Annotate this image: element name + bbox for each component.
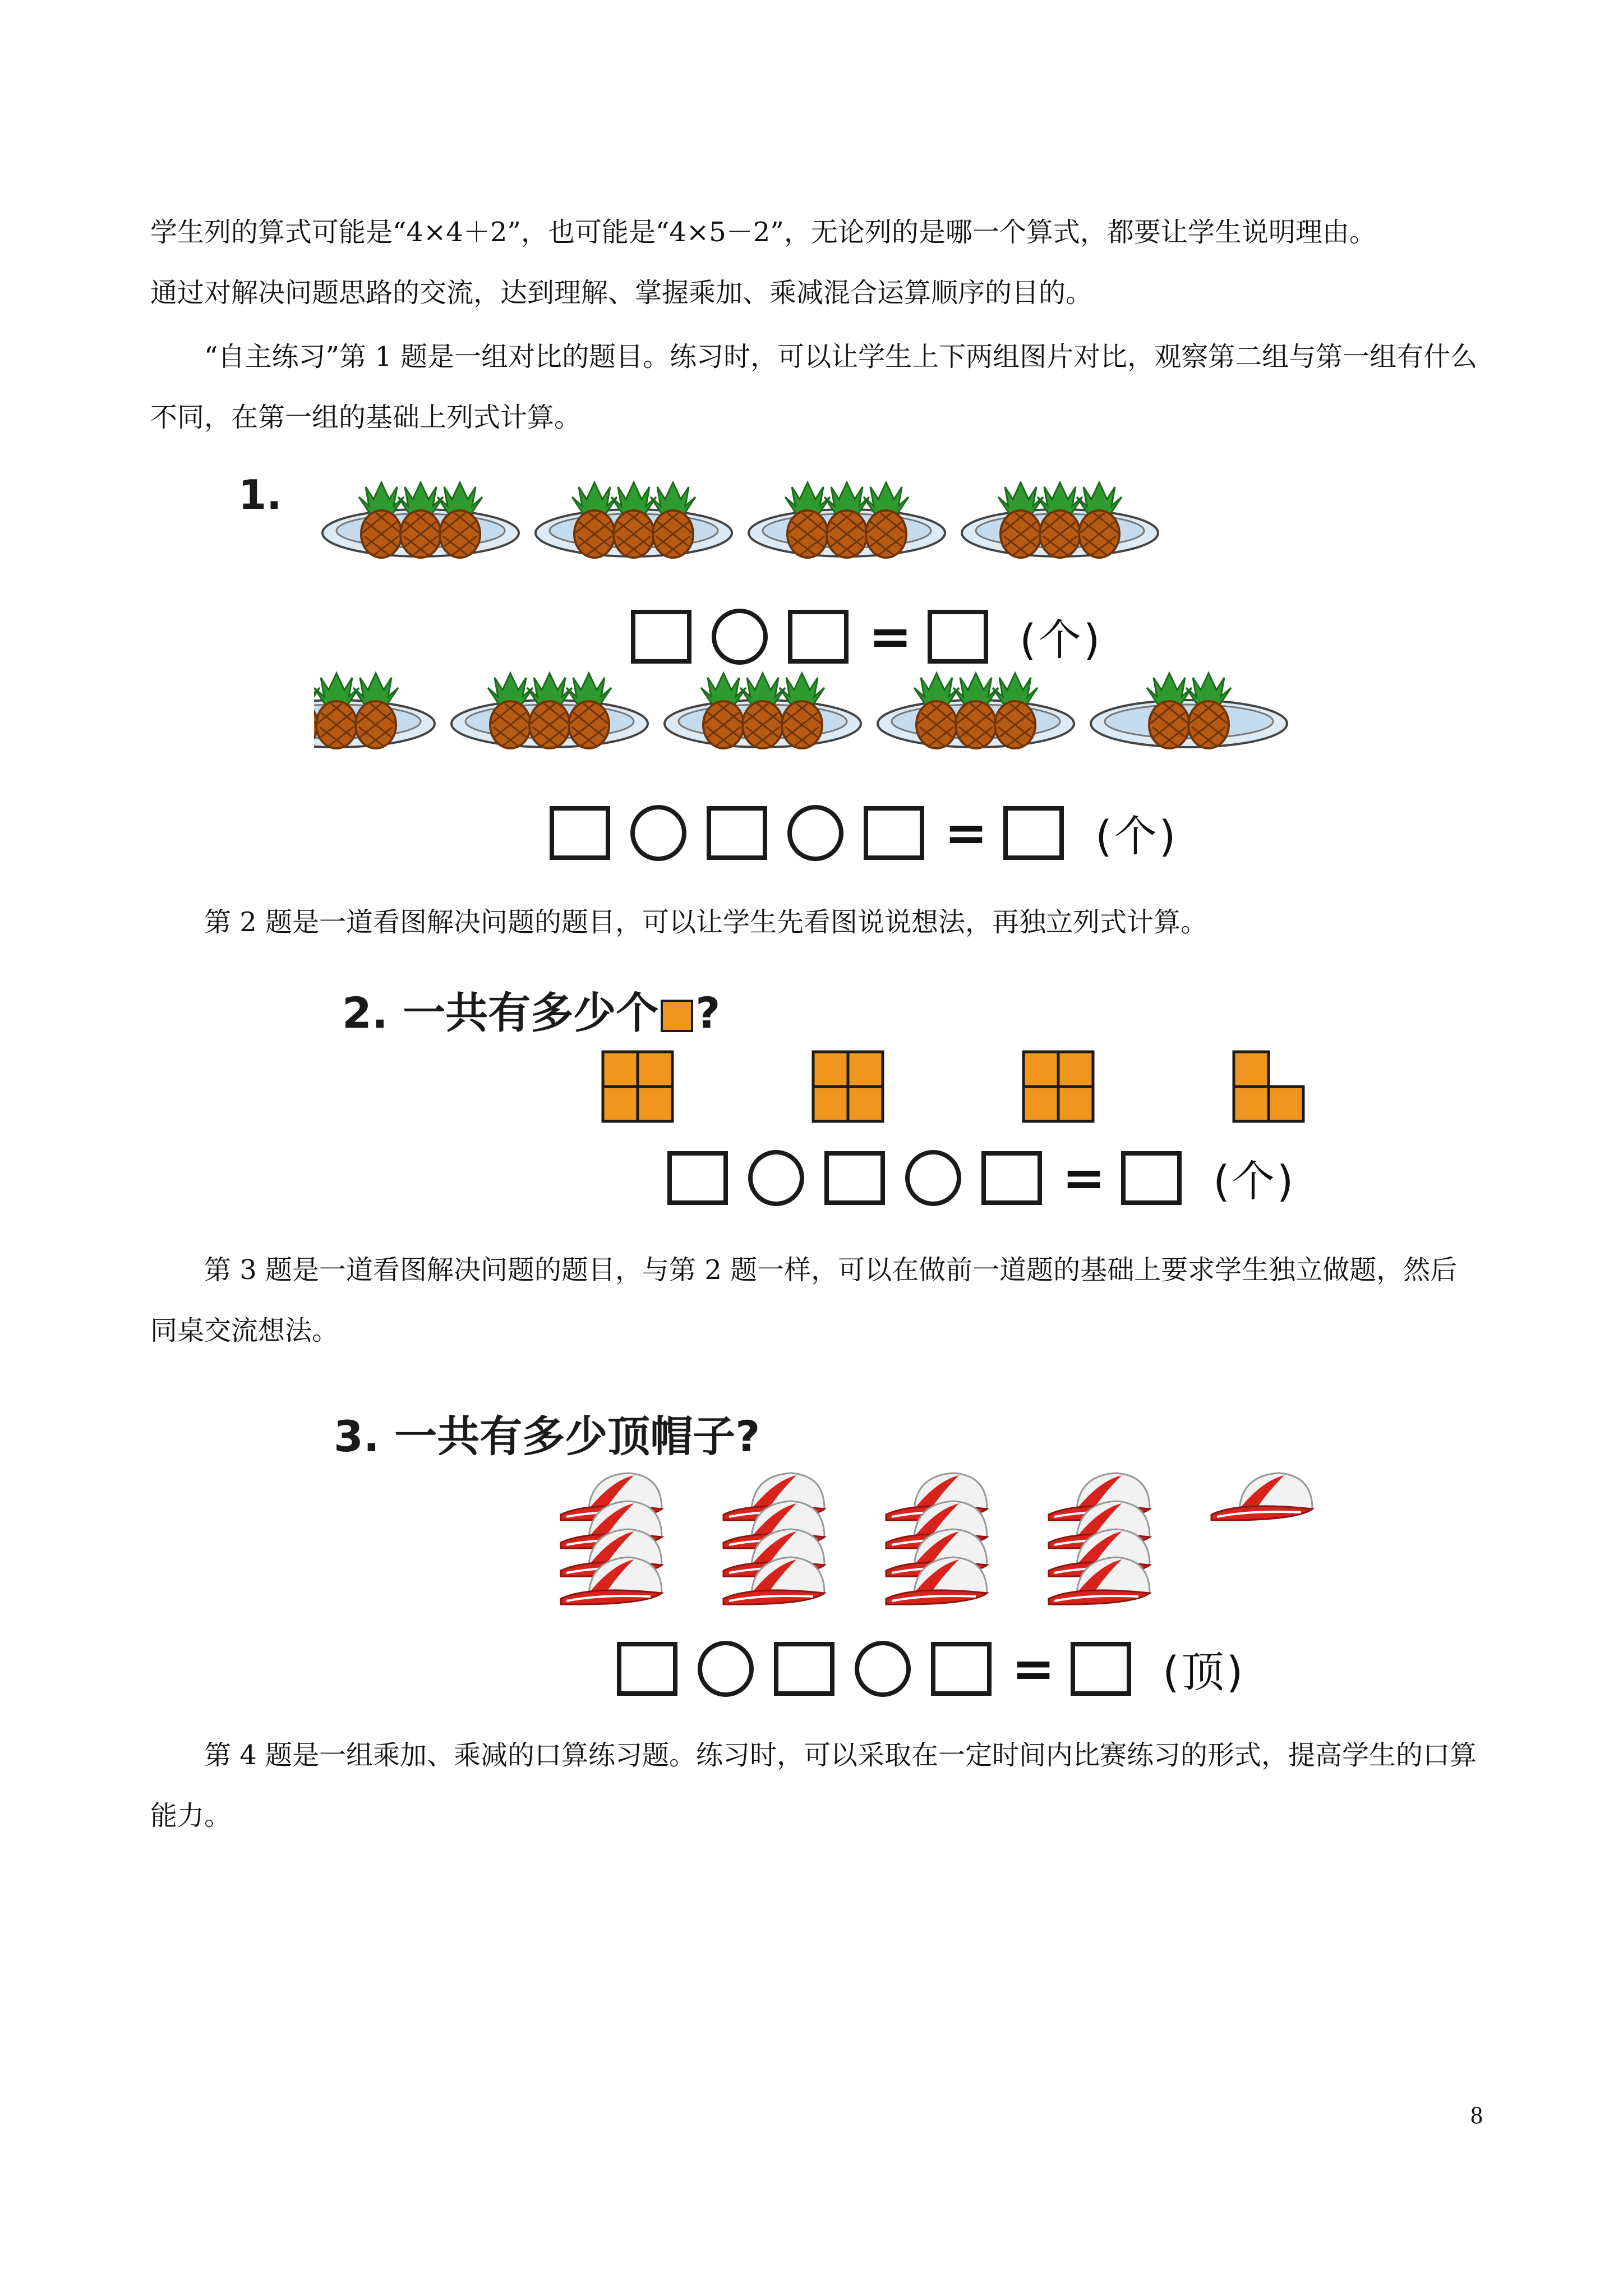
answer-box[interactable] <box>774 1642 834 1696</box>
answer-box[interactable] <box>707 806 767 860</box>
block-group <box>1023 1052 1093 1121</box>
block-group <box>1234 1052 1303 1121</box>
answer-box[interactable] <box>931 1642 992 1696</box>
operator-circle[interactable] <box>748 1150 804 1206</box>
block-group <box>813 1052 883 1121</box>
plate-row-1 <box>322 482 1158 558</box>
exercise-1-equation-2 <box>550 802 1178 863</box>
hat-stack <box>723 1473 824 1604</box>
paragraph-2-text: “自主练习”第 1 题是一组对比的题目。练习时，可以让学生上下两组图片对比，观察第二组与第一组有什么不同，在第一组的基础上列式计算。 <box>150 341 1478 433</box>
unit-label: (个) <box>1213 1156 1296 1206</box>
block-group <box>603 1052 672 1121</box>
equals-sign: = <box>1062 1147 1106 1208</box>
answer-box[interactable] <box>928 610 988 664</box>
page-number: 8 <box>1470 2101 1483 2129</box>
paragraph-4-text: 第 3 题是一道看图解决问题的题目，与第 2 题一样，可以在做前一道题的基础上要求学生独立做题，然后同桌交流想法。 <box>150 1254 1458 1346</box>
answer-box[interactable] <box>864 806 924 860</box>
paragraph-2 <box>150 326 1479 448</box>
answer-box[interactable] <box>667 1151 728 1205</box>
plate <box>1091 673 1287 748</box>
plate <box>665 673 861 748</box>
paragraph-5-text: 第 4 题是一组乘加、乘减的口算练习题。练习时，可以采取在一定时间内比赛练习的形式，提高学生的口算能力。 <box>150 1740 1477 1832</box>
operator-circle[interactable] <box>855 1641 911 1697</box>
exercise-1-equation-1 <box>631 606 1102 667</box>
answer-box[interactable] <box>550 806 610 860</box>
block-groups-figure <box>600 1049 1329 1128</box>
question-mark: ? <box>695 988 721 1038</box>
hat-stacks-figure <box>555 1458 1352 1627</box>
plate <box>536 482 732 558</box>
operator-circle[interactable] <box>698 1641 754 1697</box>
paragraph-1-line-1: 学生列的算式可能是“4×4＋2”，也可能是“4×5－2”，无论列的是哪一个算式，都要让学生说明理由。 <box>150 217 1376 248</box>
answer-box[interactable] <box>1003 806 1064 860</box>
plate <box>878 673 1074 748</box>
hat-stack <box>886 1473 987 1604</box>
unit-label: (个) <box>1095 811 1178 861</box>
exercise-3-equation <box>617 1638 1245 1699</box>
unit-label: (个) <box>1020 615 1103 665</box>
plate-row-2 <box>314 673 1287 748</box>
exercise-2-equation <box>667 1147 1295 1208</box>
answer-box[interactable] <box>981 1151 1042 1205</box>
hat-stack <box>1211 1473 1312 1520</box>
paragraph-1 <box>150 202 1479 323</box>
plate <box>322 482 519 558</box>
answer-box[interactable] <box>631 610 691 664</box>
answer-box[interactable] <box>788 610 849 664</box>
operator-circle[interactable] <box>712 609 768 665</box>
paragraph-4 <box>150 1240 1479 1361</box>
hat-stack <box>561 1473 662 1604</box>
operator-circle[interactable] <box>905 1150 961 1206</box>
exercise-3-prompt: 3. 一共有多少顶帽子? <box>334 1411 760 1461</box>
operator-circle[interactable] <box>630 805 686 861</box>
unit-label: (顶) <box>1163 1647 1246 1697</box>
plate <box>749 482 945 558</box>
paragraph-1-line-2: 通过对解决问题思路的交流，达到理解、掌握乘加、乘减混合运算顺序的目的。 <box>150 277 1093 309</box>
answer-box[interactable] <box>1071 1642 1131 1696</box>
exercise-2-prompt-text: 2. 一共有多少个 <box>342 988 659 1038</box>
operator-circle[interactable] <box>787 805 843 861</box>
exercise-2-prompt <box>342 979 720 1040</box>
equals-sign: = <box>944 802 988 863</box>
plate <box>314 673 435 748</box>
plate <box>962 482 1158 558</box>
paragraph-3-text: 第 2 题是一道看图解决问题的题目，可以让学生先看图说说想法，再独立列式计算。 <box>204 907 1208 938</box>
answer-box[interactable] <box>1121 1151 1182 1205</box>
hat-stack <box>1049 1473 1150 1604</box>
paragraph-3 <box>150 892 1479 953</box>
answer-box[interactable] <box>617 1642 677 1696</box>
exercise-1-label: 1. <box>238 471 282 518</box>
plate <box>451 673 648 748</box>
small-block-icon <box>661 1000 693 1032</box>
equals-sign: = <box>869 606 912 666</box>
equals-sign: = <box>1012 1638 1055 1699</box>
paragraph-5 <box>150 1725 1479 1846</box>
answer-box[interactable] <box>824 1151 885 1205</box>
